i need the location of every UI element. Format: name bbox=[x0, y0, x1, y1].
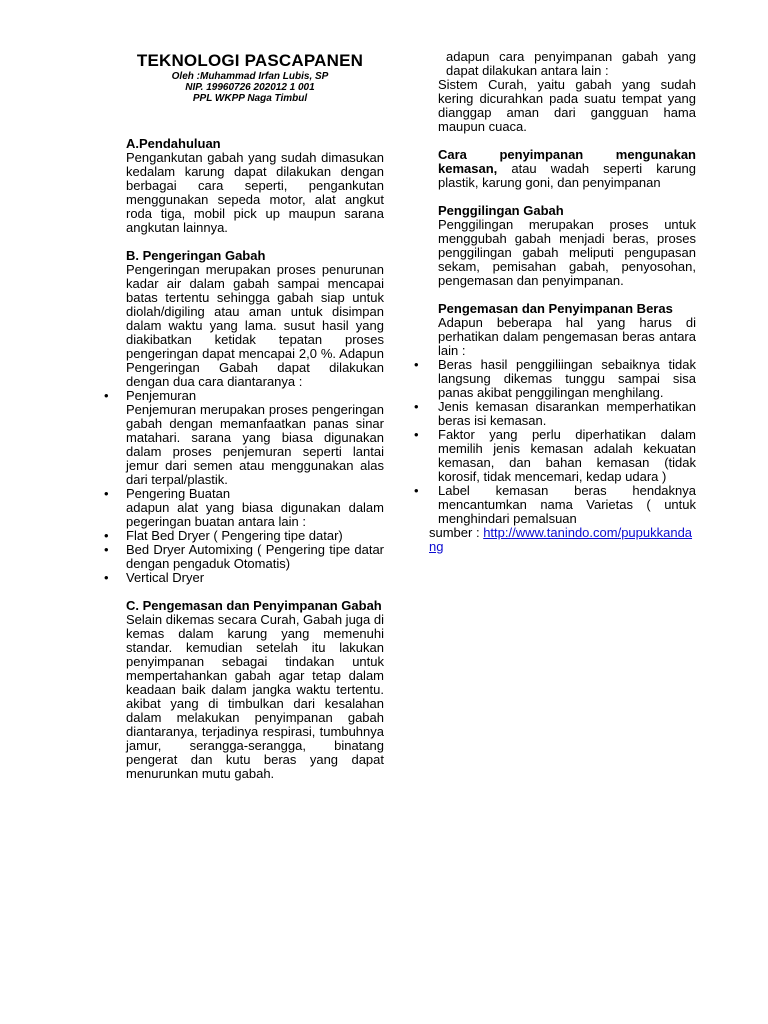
section-c-heading: C. Pengemasan dan Penyimpanan Gabah bbox=[126, 598, 382, 613]
source-label: sumber : bbox=[429, 525, 484, 540]
milling-text: Penggilingan merupakan proses untuk menggubah gabah menjadi beras, proses penggilingan gabah meliputi pengupasan sekam, pemisahan gabah, penyosohan, pengemasan dan penyimpanan. bbox=[438, 217, 696, 288]
list-item: • Faktor yang perlu diperhatikan dalam memilih jenis kemasan adalah kekuatan kemasan, dan bahan kemasan (tidak korosif, tidak mencemari, kedap udara ) bbox=[438, 428, 696, 484]
role-line: PPL WKPP Naga Timbul bbox=[192, 93, 308, 104]
curah-text: Sistem Curah, yaitu gabah yang sudah kering dicurahkan pada suatu tempat yang dianggap aman dari gangguan hama maupun cuaca. bbox=[438, 77, 696, 134]
drying-method-list bbox=[126, 389, 384, 585]
section-c-text: Selain dikemas secara Curah, Gabah juga di kemas dalam karung yang memenuhi standar. kemudian setelah itu lakukan penyimpanan sebagai tindakan untuk mempertahankan gabah agar tetap dalam keadaan baik dalam jangka waktu tertentu. akibat yang di timbulkan dari kesalahan dalam melakukan penyimpanan gabah diantaranya, terjadinya respirasi, tumbuhnya jamur, serangga-serangga, binatang pengerat dan kutu beras yang dapat menurunkan mutu gabah. bbox=[126, 612, 384, 781]
left-column bbox=[126, 137, 384, 781]
section-b-text: Pengeringan merupakan proses penurunan kadar air dalam gabah sampai mencapai batas tertentu sehingga gabah siap untuk diolah/digiling atau aman untuk disimpan dalam waktu yang lama. susut hasil yang diakibatkan ketidak tepatan proses pengeringan dapat mencapai 2,0 %. Adapun Pengeringan Gabah dapat dilakukan dengan dua cara diantaranya : bbox=[126, 262, 384, 389]
source-link[interactable]: http://www.tanindo.com/pupukkandang bbox=[429, 525, 693, 554]
list-item: • Beras hasil penggiliingan sebaiknya tidak langsung dikemas tunggu sampai sisa panas akibat penggilingan menghilang. bbox=[438, 358, 696, 400]
list-item: • Jenis kemasan disarankan memperhatikan beras isi kemasan. bbox=[438, 400, 696, 428]
milling-heading: Penggilingan Gabah bbox=[438, 203, 564, 218]
list-item: • Flat Bed Dryer ( Pengering tipe datar) bbox=[126, 529, 384, 543]
right-column bbox=[429, 49, 696, 554]
kemasan-text: atau wadah seperti karung plastik, karung goni, dan penyimpanan bbox=[438, 161, 696, 190]
packaging-text: Adapun beberapa hal yang harus di perhatikan dalam pengemasan beras antara lain : bbox=[438, 315, 696, 358]
list-item: • Penjemuran Penjemuran merupakan proses pengeringan gabah dengan memanfaatkan panas sinar matahari. sarana yang biasa digunakan dalam proses penjemuran seperti lantai jemur dari semen atau menggunakan alas dari terpal/plastik. bbox=[126, 389, 384, 487]
kemasan-paragraph bbox=[438, 148, 696, 190]
document-title: TEKNOLOGI PASCAPANEN bbox=[136, 51, 364, 70]
packaging-list bbox=[438, 358, 696, 526]
section-b-heading: B. Pengeringan Gabah bbox=[126, 248, 266, 263]
list-item: • Label kemasan beras hendaknya mencantumkan nama Varietas ( untuk menghindari pemalsuan bbox=[438, 484, 696, 526]
list-item: • Pengering Buatan adapun alat yang biasa digunakan dalam pegeringan buatan antara lain : bbox=[126, 487, 384, 529]
list-item: • Bed Dryer Automixing ( Pengering tipe datar dengan pengaduk Otomatis) bbox=[126, 543, 384, 571]
packaging-heading: Pengemasan dan Penyimpanan Beras bbox=[438, 301, 673, 316]
document-header bbox=[116, 52, 384, 104]
author-line: Oleh :Muhammad Irfan Lubis, SP bbox=[171, 71, 329, 82]
section-a-heading: A.Pendahuluan bbox=[126, 136, 221, 151]
nip-line: NIP. 19960726 202012 1 001 bbox=[185, 82, 315, 93]
kemasan-bold: Cara penyimpanan mengunakan kemasan, bbox=[438, 147, 696, 176]
section-a-text: Pengankutan gabah yang sudah dimasukan kedalam karung dapat dilakukan dengan berbagai cara seperti, pengankutan menggunakan sepeda motor, alat angkut roda tiga, mobil pick up maupun sarana angkutan lainnya. bbox=[126, 150, 384, 235]
source-line bbox=[429, 526, 696, 554]
list-item: • Vertical Dryer bbox=[126, 571, 384, 585]
storage-intro: adapun cara penyimpanan gabah yang dapat dilakukan antara lain : bbox=[446, 49, 696, 78]
